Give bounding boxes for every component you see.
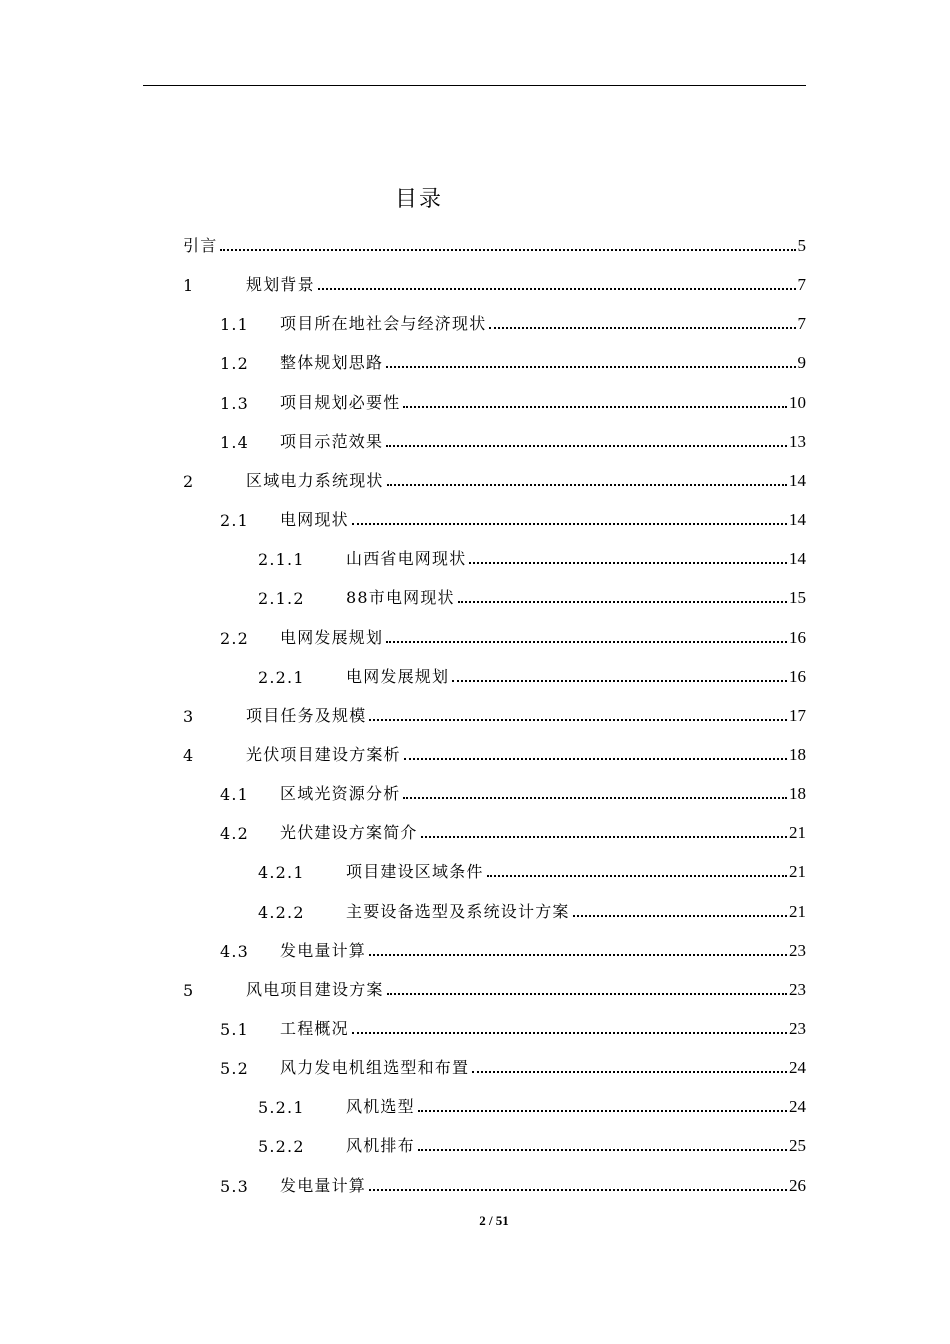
dot-leader	[386, 641, 787, 643]
toc-entry-title: 光伏建设方案简介	[280, 823, 418, 843]
toc-entry-number: 5.3	[220, 1176, 250, 1196]
toc-entry-number: 5.2.2	[258, 1137, 305, 1157]
dot-leader	[472, 1071, 787, 1073]
dot-leader	[452, 680, 787, 682]
dot-leader	[404, 758, 787, 760]
toc-entry-number: 3	[183, 706, 195, 726]
toc-entry-title: 发电量计算	[280, 1175, 367, 1195]
dot-leader	[489, 327, 795, 329]
dot-leader	[369, 719, 787, 721]
toc-entry-number: 1.3	[220, 393, 250, 413]
toc-entry-page: 13	[789, 431, 806, 451]
toc-entry-page: 17	[789, 705, 806, 725]
dot-leader	[418, 1110, 787, 1112]
toc-entry-page: 14	[789, 549, 806, 569]
toc-entry-number: 5.2.1	[258, 1098, 305, 1118]
dot-leader	[318, 288, 796, 290]
toc-entry-page: 18	[789, 784, 806, 804]
toc-entry-title: 风机排布	[346, 1136, 415, 1156]
toc-entry-number: 4.2	[220, 824, 250, 844]
toc-entry-number: 2.2	[220, 628, 250, 648]
toc-entry[interactable]	[183, 702, 806, 726]
toc-entry-title: 整体规划思路	[280, 353, 384, 373]
toc-entry-title: 工程概况	[280, 1019, 349, 1038]
toc-entry[interactable]	[220, 819, 806, 843]
toc-entry-number: 4.2.2	[258, 902, 305, 922]
dot-leader	[418, 1149, 787, 1151]
toc-entry[interactable]	[258, 898, 806, 922]
toc-entry-number: 1	[183, 276, 195, 296]
toc-entry-page: 24	[789, 1097, 806, 1117]
toc-entry[interactable]	[183, 741, 806, 765]
toc-entry-page: 14	[789, 470, 806, 490]
dot-leader	[386, 445, 787, 447]
toc-entry-page: 25	[789, 1136, 806, 1156]
toc-entry-page: 21	[789, 823, 806, 843]
toc-entry-title: 电网发展规划	[280, 627, 384, 647]
toc-entry-page: 24	[789, 1058, 806, 1078]
dot-leader	[403, 406, 787, 408]
toc-entry[interactable]	[258, 1132, 806, 1156]
toc-entry-page: 23	[789, 979, 806, 999]
toc-entry-title: 山西省电网现状	[346, 549, 467, 569]
toc-entry-number: 2.1.2	[258, 589, 305, 609]
toc-entry-number: 2	[183, 471, 195, 491]
dot-leader	[386, 366, 795, 368]
toc-entry-title: 规划背景	[246, 275, 315, 295]
toc-entry-title: 电网发展规划	[346, 666, 450, 686]
toc-entry[interactable]	[183, 467, 806, 491]
header-rule	[143, 85, 806, 86]
toc-entry-number: 5.1	[220, 1020, 250, 1039]
toc-entry[interactable]	[220, 1054, 806, 1078]
toc-entry[interactable]	[258, 858, 806, 882]
toc-entry-title: 主要设备选型及系统设计方案	[346, 901, 570, 921]
dot-leader	[403, 797, 787, 799]
toc-entry[interactable]	[258, 545, 806, 569]
dot-leader	[387, 484, 787, 486]
toc-entry-title: 项目示范效果	[280, 431, 384, 451]
toc-entry-page: 7	[797, 275, 806, 295]
toc-entry-title: 区域光资源分析	[280, 784, 401, 804]
toc-entry-number: 4	[183, 745, 195, 765]
toc-entry-title: 发电量计算	[280, 940, 367, 960]
toc-entry-number: 5	[183, 980, 195, 1000]
toc-entry-page: 16	[789, 666, 806, 686]
toc-entry[interactable]	[258, 584, 806, 608]
toc-entry-number: 1.1	[220, 315, 250, 335]
toc-entry-number: 2.1.1	[258, 550, 305, 570]
toc-entry[interactable]	[220, 389, 806, 413]
dot-leader	[352, 523, 787, 525]
toc-entry-number: 4.1	[220, 785, 250, 805]
dot-leader	[369, 1189, 787, 1191]
toc-entry[interactable]	[220, 780, 806, 804]
toc-entry-page: 23	[789, 940, 806, 960]
toc-entry-title: 项目规划必要性	[280, 392, 401, 412]
toc-entry[interactable]	[220, 310, 806, 334]
toc-entry-page: 7	[797, 314, 806, 334]
dot-leader	[369, 954, 787, 956]
toc-entry-title: 项目所在地社会与经济现状	[280, 314, 487, 334]
dot-leader	[387, 993, 787, 995]
toc-entry[interactable]	[258, 1093, 806, 1117]
toc-entry-page: 15	[789, 588, 806, 608]
toc-entry-number: 4.3	[220, 941, 250, 961]
toc-entry[interactable]	[183, 976, 806, 1000]
dot-leader	[487, 875, 787, 877]
dot-leader	[573, 915, 787, 917]
toc-entry-page: 26	[789, 1175, 806, 1195]
toc-entry-title: 光伏项目建设方案析	[246, 744, 401, 764]
dot-leader	[469, 562, 787, 564]
toc-entry-number: 4.2.1	[258, 863, 305, 883]
toc-entry[interactable]	[220, 1015, 806, 1039]
toc-entry[interactable]	[183, 271, 806, 295]
toc-entry-title: 引言	[183, 236, 218, 255]
dot-leader	[220, 249, 795, 251]
toc-entry-page: 18	[789, 744, 806, 764]
toc-entry[interactable]	[258, 663, 806, 687]
dot-leader	[458, 601, 787, 603]
toc-entry-page: 23	[789, 1019, 806, 1038]
toc-entry-number: 1.4	[220, 432, 250, 452]
toc-entry-page: 21	[789, 901, 806, 921]
toc-entry-page: 5	[797, 236, 806, 255]
toc-entry[interactable]	[220, 506, 806, 530]
toc-entry-number: 1.2	[220, 354, 250, 374]
toc-entry-number: 2.2.1	[258, 667, 305, 687]
toc-entry-page: 16	[789, 627, 806, 647]
toc-entry-title: 项目建设区域条件	[346, 862, 484, 882]
page-title: 目录	[394, 187, 443, 212]
toc-entry-title: 风力发电机组选型和布置	[280, 1058, 470, 1078]
toc-entry-number: 5.2	[220, 1059, 250, 1079]
toc-entry-title: 风电项目建设方案	[246, 979, 384, 999]
toc-entry[interactable]	[183, 232, 806, 256]
toc-entry[interactable]	[220, 349, 806, 373]
toc-entry-title: 88市电网现状	[346, 588, 455, 608]
toc-entry-title: 电网现状	[280, 510, 349, 530]
toc-entry-title: 风机选型	[346, 1097, 415, 1117]
page-number: 2 / 51	[479, 1213, 509, 1228]
toc-entry[interactable]	[220, 624, 806, 648]
toc-entry[interactable]	[220, 428, 806, 452]
toc-entry-number: 2.1	[220, 511, 250, 531]
toc-entry[interactable]	[220, 937, 806, 961]
toc-entry-page: 14	[789, 510, 806, 530]
toc-entry-title: 项目任务及规模	[246, 705, 367, 725]
toc-entry-title: 区域电力系统现状	[246, 470, 384, 490]
toc-entry[interactable]	[220, 1172, 806, 1196]
toc-entry-page: 10	[789, 392, 806, 412]
dot-leader	[352, 1032, 787, 1034]
toc-entry-page: 9	[797, 353, 806, 373]
toc-entry-page: 21	[789, 862, 806, 882]
dot-leader	[421, 836, 787, 838]
